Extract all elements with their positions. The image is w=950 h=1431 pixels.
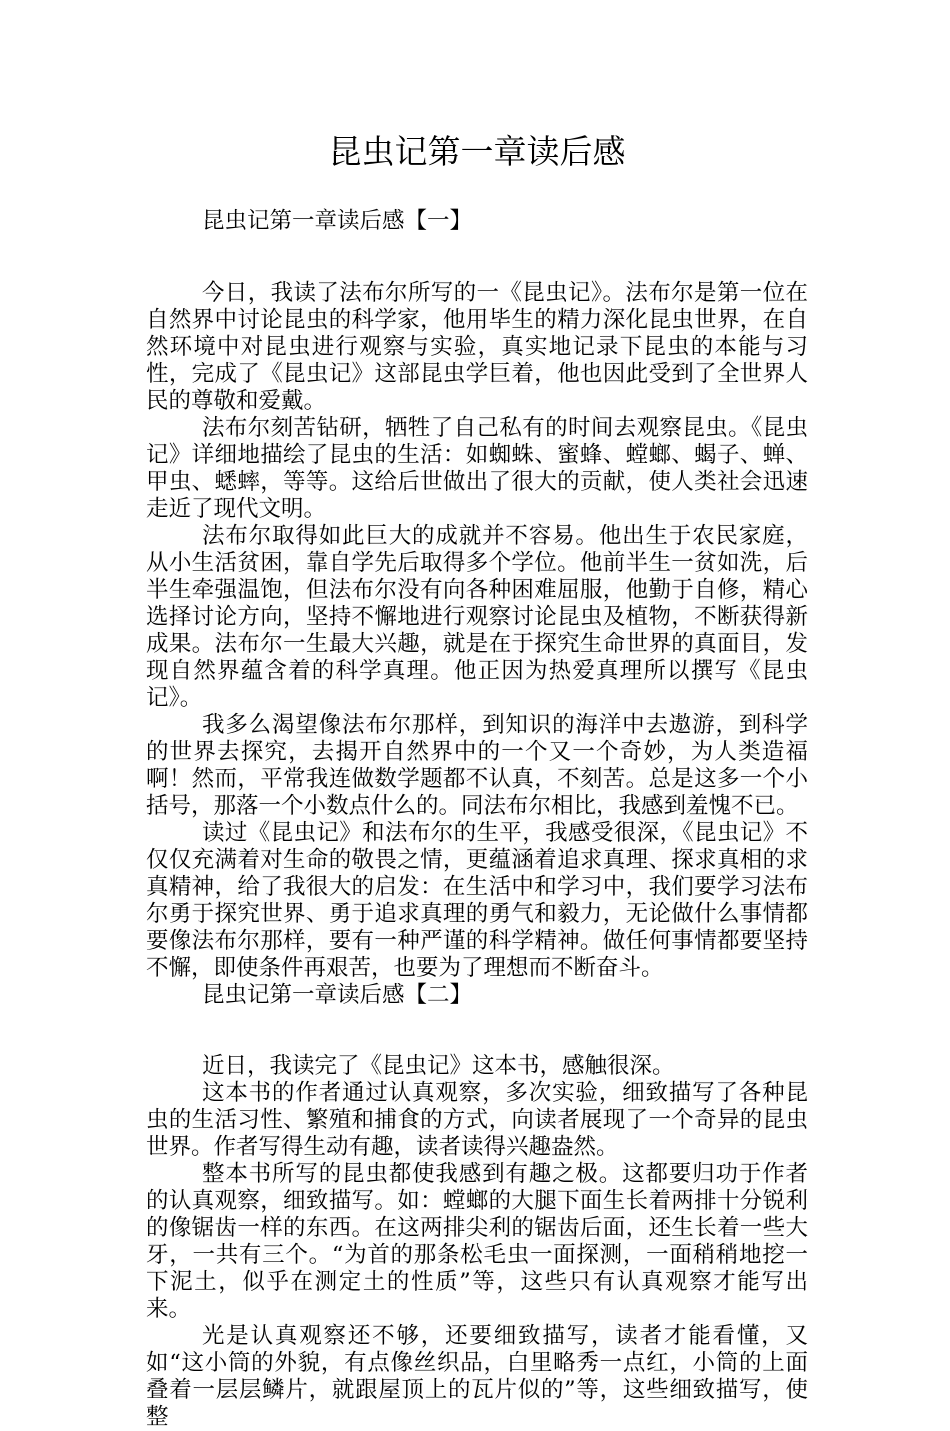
document-title: 昆虫记第一章读后感 bbox=[328, 132, 626, 171]
section-one bbox=[146, 208, 808, 982]
paragraph: 整本书所写的昆虫都使我感到有趣之极。这都要归功于作者的认真观察，细致描写。如：螳螂的大腿下面生长着两排十分锐利的像锯齿一样的东西。在这两排尖利的锯齿后面，还生长着一些大牙，一共有三个。“为首的那条松毛虫一面探测，一面稍稍地挖一下泥土，似乎在测定土的性质”等，这些只有认真观察才能写出来。 bbox=[146, 1161, 808, 1322]
paragraph: 今日，我读了法布尔所写的一《昆虫记》。法布尔是第一位在自然界中讨论昆虫的科学家，他用毕生的精力深化昆虫世界，在自然环境中对昆虫进行观察与实验，真实地记录下昆虫的本能与习性，完成了《昆虫记》这部昆虫学巨着，他也因此受到了全世界人民的尊敬和爱戴。 bbox=[146, 280, 808, 414]
section-heading: 昆虫记第一章读后感【二】 bbox=[202, 982, 473, 1008]
paragraph: 法布尔刻苦钻研，牺牲了自己私有的时间去观察昆虫。《昆虫记》详细地描绘了昆虫的生活：如蜘蛛、蜜蜂、螳螂、蝎子、蝉、甲虫、蟋蟀，等等。这给后世做出了很大的贡献，使人类社会迅速走近了现代文明。 bbox=[146, 415, 808, 522]
section-heading: 昆虫记第一章读后感【一】 bbox=[202, 208, 473, 234]
paragraph: 我多么渴望像法布尔那样，到知识的海洋中去遨游，到科学的世界去探究，去揭开自然界中的一个又一个奇妙，为人类造福啊！然而，平常我连做数学题都不认真，不刻苦。总是这多一个小括号，那落一个小数点什么的。同法布尔相比，我感到羞愧不已。 bbox=[146, 712, 808, 819]
paragraph: 这本书的作者通过认真观察，多次实验，细致描写了各种昆虫的生活习性、繁殖和捕食的方式，向读者展现了一个奇异的昆虫世界。作者写得生动有趣，读者读得兴趣盎然。 bbox=[146, 1080, 808, 1160]
paragraph: 光是认真观察还不够，还要细致描写，读者才能看懂，又如“这小筒的外貌，有点像丝织品，白里略秀一点红，小筒的上面叠着一层层鳞片，就跟屋顶上的瓦片似的”等，这些细致描写，使整 bbox=[146, 1323, 808, 1430]
paragraph: 近日，我读完了《昆虫记》这本书，感触很深。 bbox=[202, 1053, 675, 1079]
document-page bbox=[146, 130, 808, 1431]
paragraph: 法布尔取得如此巨大的成就并不容易。他出生于农民家庭，从小生活贫困，靠自学先后取得多个学位。他前半生一贫如洗，后半生牵强温饱，但法布尔没有向各种困难屈服，他勤于自修，精心选择讨论方向，坚持不懈地进行观察讨论昆虫及植物，不断获得新成果。法布尔一生最大兴趣，就是在于探究生命世界的真面目，发现自然界蕴含着的科学真理。他正因为热爱真理所以撰写《昆虫记》。 bbox=[146, 523, 808, 711]
section-two bbox=[146, 982, 808, 1431]
paragraph: 读过《昆虫记》和法布尔的生平，我感受很深，《昆虫记》不仅仅充满着对生命的敬畏之情，更蕴涵着追求真理、探求真相的求真精神，给了我很大的启发：在生活中和学习中，我们要学习法布尔勇于探究世界、勇于追求真理的勇气和毅力，无论做什么事情都要像法布尔那样，要有一种严谨的科学精神。做任何事情都要坚持不懈，即使条件再艰苦，也要为了理想而不断奋斗。 bbox=[146, 820, 808, 981]
